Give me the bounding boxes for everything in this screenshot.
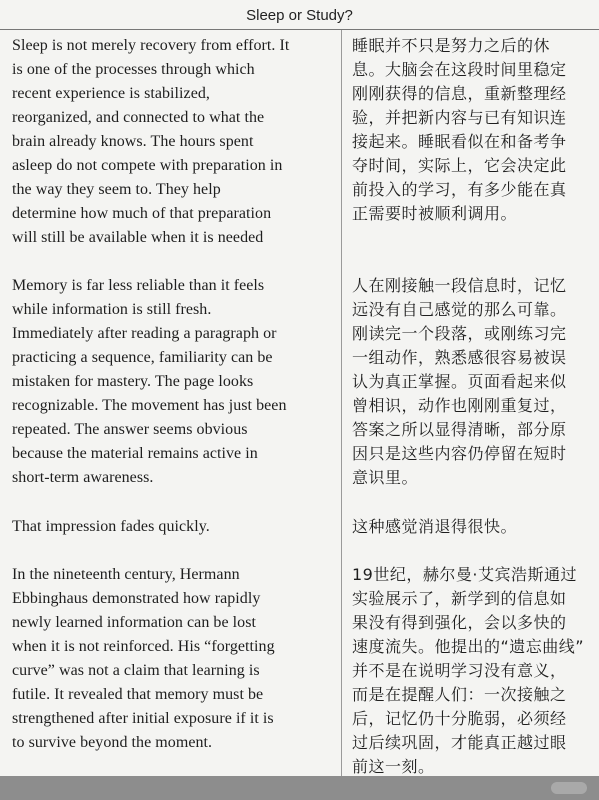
text-line: 人在刚接触一段信息时，记忆: [352, 276, 567, 295]
watermark-badge: [551, 782, 587, 794]
text-line: 因只是这些内容仍停留在短时: [352, 444, 567, 463]
text-line: Memory is far less reliable than it feels: [12, 277, 265, 294]
text-line: 曾相识，动作也刚刚重复过，: [352, 396, 567, 415]
text-line: while information is still fresh.: [12, 301, 212, 318]
text-line: In the nineteenth century, Hermann: [12, 566, 240, 583]
paragraph-zh-3: [352, 515, 588, 539]
text-line: 而是在提醒人们：一次接触之: [352, 685, 567, 704]
text-line: 后，记忆仍十分脆弱，必须经: [352, 709, 567, 728]
text-line: 意识里。: [352, 468, 419, 487]
bottom-bar: [0, 776, 599, 800]
page-header: [0, 0, 599, 30]
text-line: short-term awareness.: [12, 469, 154, 486]
text-line: when it is not reinforced. His “forgetting: [12, 638, 275, 655]
text-line: futile. It revealed that memory must be: [12, 686, 264, 703]
text-line: 认为真正掌握。页面看起来似: [352, 372, 567, 391]
text-line: newly learned information can be lost: [12, 614, 256, 631]
text-line: asleep do not compete with preparation in: [12, 157, 283, 174]
text-line: recognizable. The movement has just been: [12, 397, 287, 414]
text-line: 睡眠并不只是努力之后的休: [352, 36, 551, 55]
text-line: 19世纪，赫尔曼·艾宾浩斯通过: [352, 565, 577, 584]
text-line: Immediately after reading a paragraph or: [12, 325, 277, 342]
text-line: 过后续巩固，才能真正越过眼: [352, 733, 567, 752]
text-line: recent experience is stabilized,: [12, 85, 210, 102]
text-line: to survive beyond the moment.: [12, 734, 213, 751]
paragraph-en-2: [12, 274, 338, 490]
text-line: practicing a sequence, familiarity can be: [12, 349, 273, 366]
text-line: 验，并把新内容与已有知识连: [352, 108, 567, 127]
paragraph-en-4: [12, 563, 338, 755]
paragraph-en-1: [12, 34, 338, 250]
text-line: 果没有得到强化，会以多快的: [352, 613, 567, 632]
text-line: 并不是在说明学习没有意义，: [352, 661, 567, 680]
text-line: curve” was not a claim that learning is: [12, 662, 260, 679]
text-line: reorganized, and connected to what the: [12, 109, 265, 126]
text-line: 实验展示了，新学到的信息如: [352, 589, 567, 608]
text-line: will still be available when it is needed: [12, 229, 264, 246]
page-title: Sleep or Study?: [246, 7, 353, 24]
text-line: That impression fades quickly.: [12, 518, 210, 535]
text-line: 息。大脑会在这段时间里稳定: [352, 60, 567, 79]
text-line: is one of the processes through which: [12, 61, 255, 78]
text-line: 刚刚获得的信息，重新整理经: [352, 84, 567, 103]
text-line: determine how much of that preparation: [12, 205, 272, 222]
text-line: because the material remains active in: [12, 445, 258, 462]
text-line: 这种感觉消退得很快。: [352, 517, 518, 536]
paragraph-en-3: [12, 515, 338, 539]
text-line: 速度流失。他提出的“遗忘曲线”: [352, 637, 585, 656]
column-divider: [341, 30, 342, 776]
text-line: Sleep is not merely recovery from effort. It: [12, 37, 290, 54]
text-line: brain already knows. The hours spent: [12, 133, 254, 150]
text-line: mistaken for mastery. The page looks: [12, 373, 254, 390]
paragraph-zh-2: [352, 274, 588, 490]
text-line: 一组动作，熟悉感很容易被误: [352, 348, 567, 367]
text-line: 正需要时被顺利调用。: [352, 204, 518, 223]
text-line: 前投入的学习，有多少能在真: [352, 180, 567, 199]
text-line: the way they seem to. They help: [12, 181, 221, 198]
text-line: 远没有自己感觉的那么可靠。: [352, 300, 567, 319]
text-line: 答案之所以显得清晰，部分原: [352, 420, 567, 439]
paragraph-zh-1: [352, 34, 588, 226]
text-line: 接起来。睡眠看似在和备考争: [352, 132, 567, 151]
text-line: 前这一刻。: [352, 757, 435, 776]
text-line: 夺时间，实际上，它会决定此: [352, 156, 567, 175]
paragraph-zh-4: [352, 563, 588, 779]
text-line: 刚读完一个段落，或刚练习完: [352, 324, 567, 343]
text-line: Ebbinghaus demonstrated how rapidly: [12, 590, 261, 607]
text-line: repeated. The answer seems obvious: [12, 421, 248, 438]
text-line: strengthened after initial exposure if it is: [12, 710, 274, 727]
